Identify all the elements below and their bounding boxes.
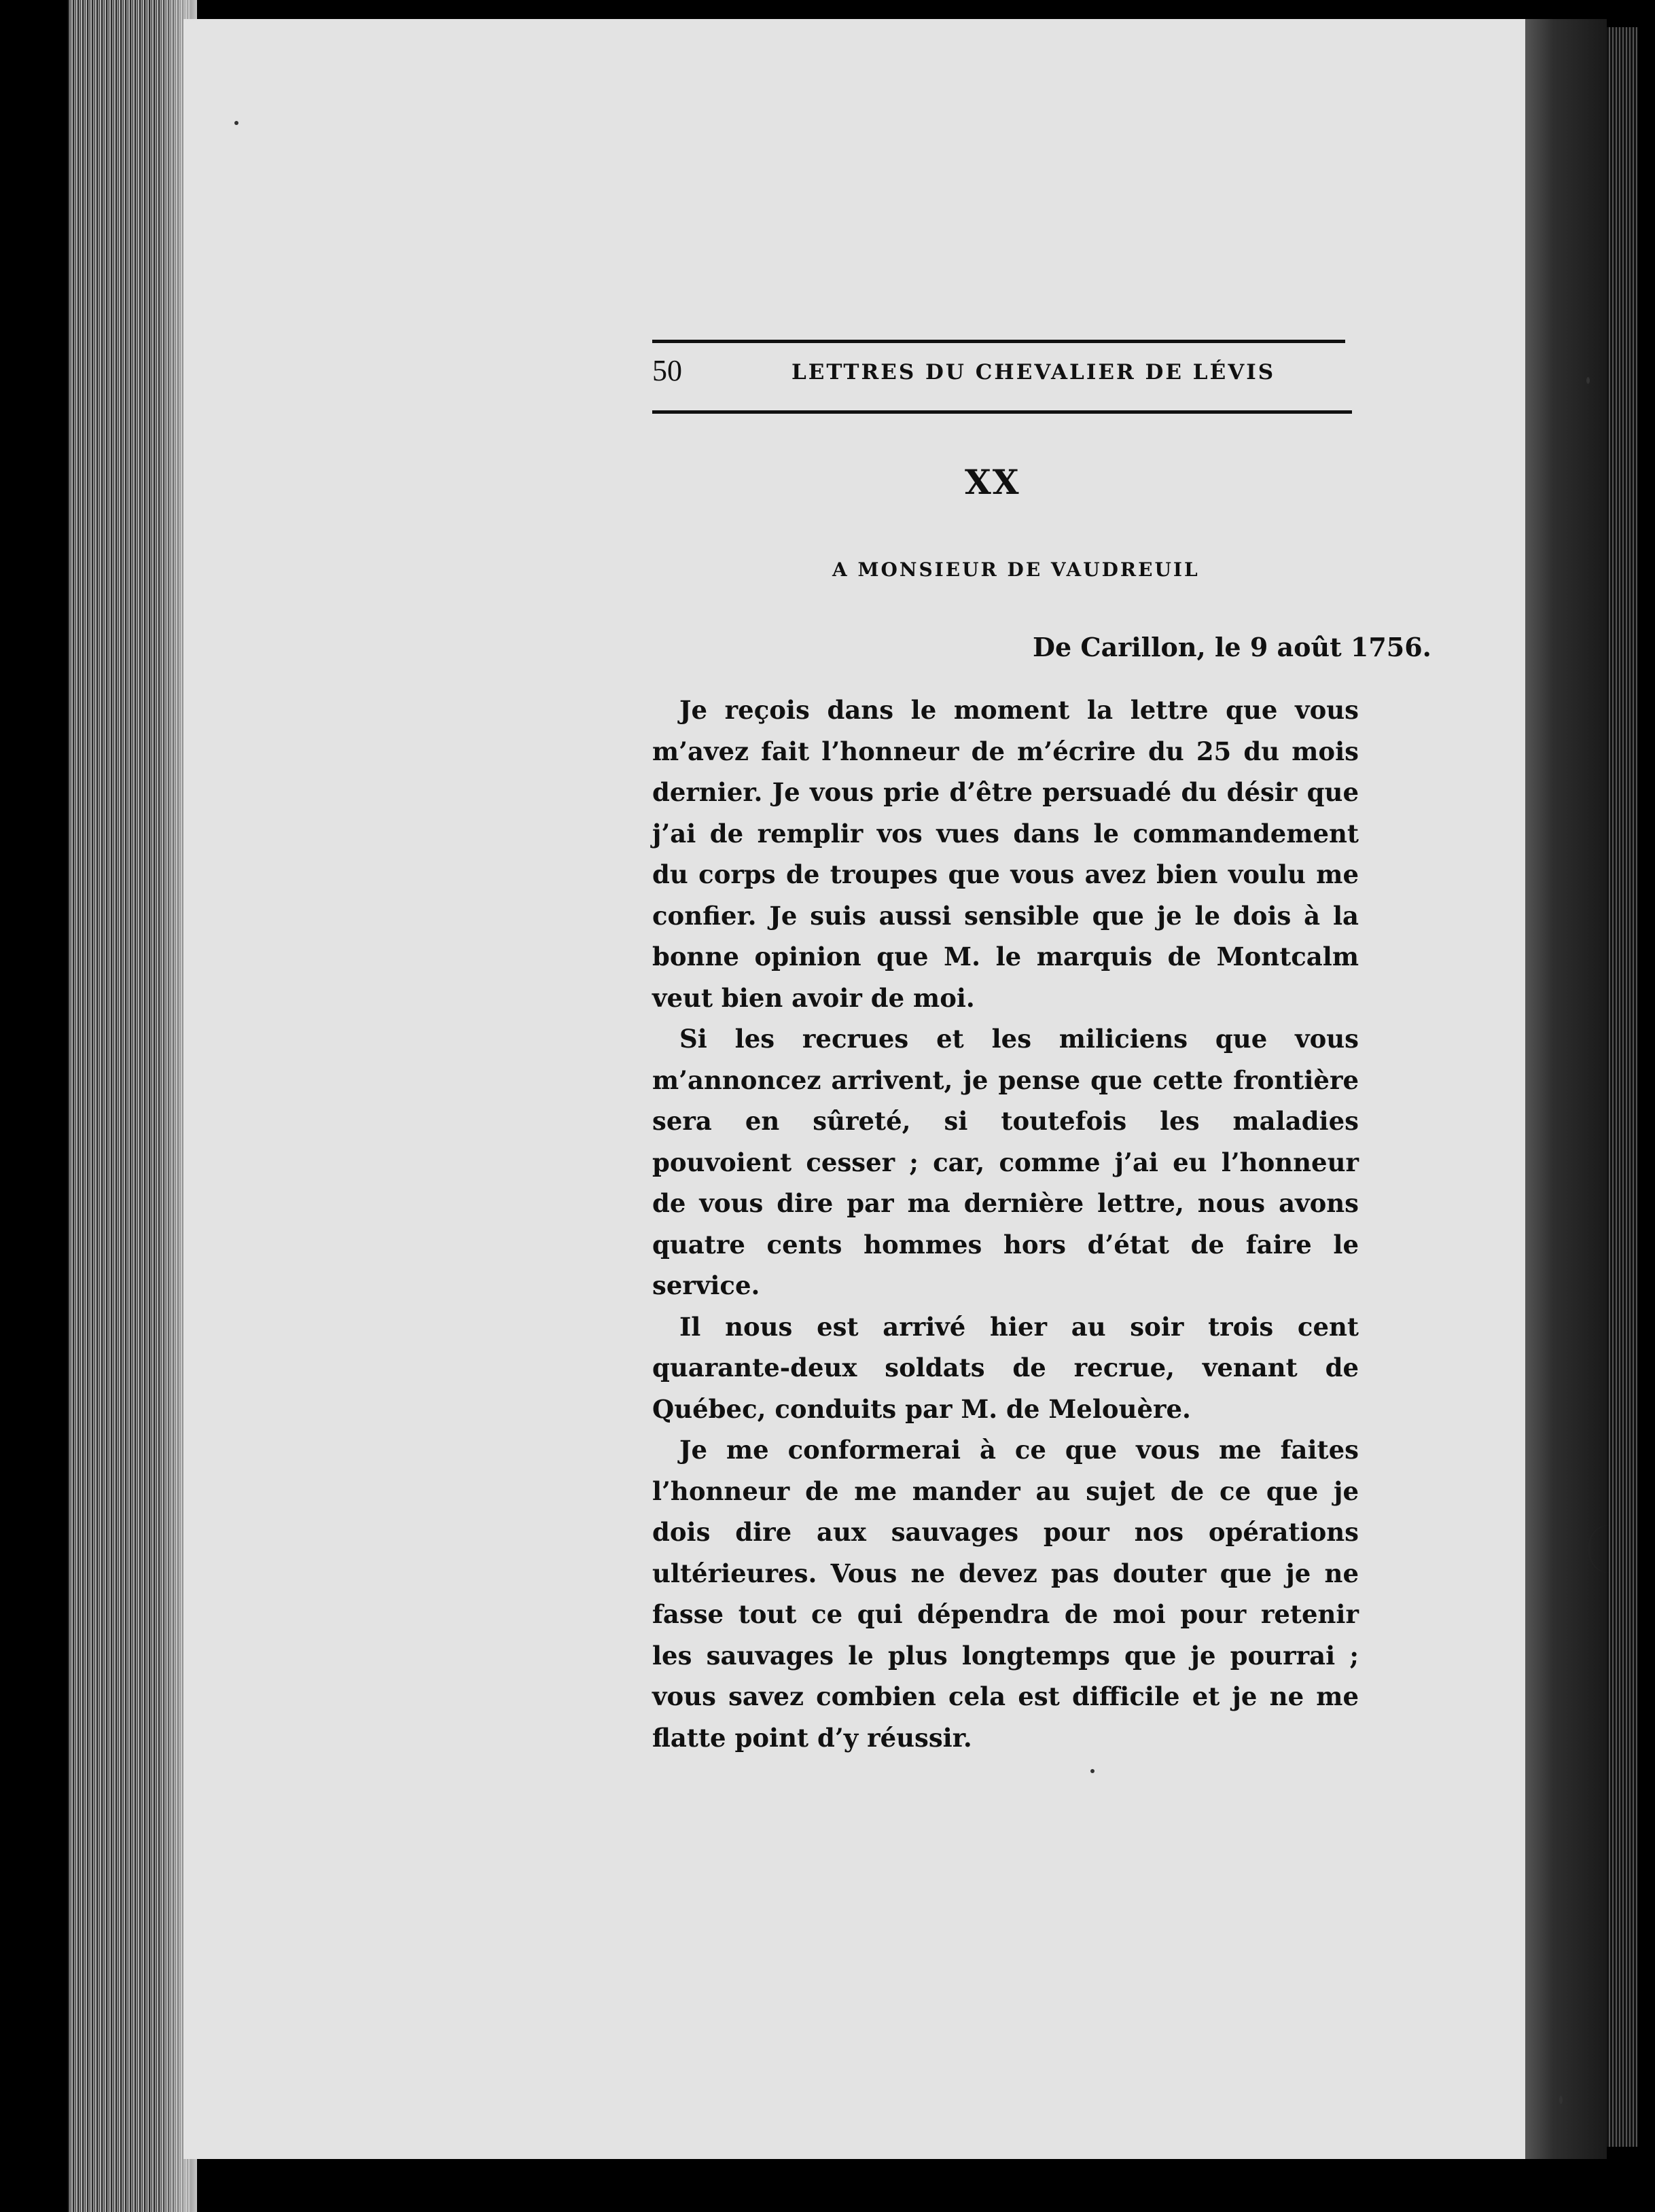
running-head <box>652 353 1345 401</box>
paragraph: Je reçois dans le moment la lettre que vous m’avez fait l’honneur de m’écrire du 25 du mois dernier. Je vous prie d’être persuadé du désir que j’ai de remplir vos vues dans le commandement du corps de troupes que vous avez bien voulu me confier. Je suis aussi sensible que je le dois à la bonne opinion que M. le marquis de Montcalm veut bien avoir de moi. <box>652 695 1359 1013</box>
ink-speck <box>1559 2096 1563 2104</box>
ink-speck <box>1090 1769 1095 1773</box>
paragraph: Je me conformerai à ce que vous me faites l’honneur de me mander au sujet de ce que je dois dire aux sauvages pour nos opérations ultérieures. Vous ne devez pas douter que je ne fasse tout ce qui dépendra de moi pour retenir les sauvages le plus longtemps que je pourrai ; vous savez combien cela est difficile et je ne me flatte point d’y réussir. <box>652 1435 1359 1753</box>
letter-recipient: A MONSIEUR DE VAUDREUIL <box>832 558 1200 581</box>
letter-dateline: De Carillon, le 9 août 1756. <box>1033 632 1431 662</box>
ink-speck <box>234 121 238 125</box>
binding-edge <box>1607 27 1637 2147</box>
book-title: LETTRES DU CHEVALIER DE LÉVIS <box>791 360 1276 385</box>
paragraph: Si les recrues et les miliciens que vous m’annoncez arrivent, je pense que cette frontière sera en sûreté, si toutefois les maladies pouvoient cesser ; car, comme j’ai eu l’honneur de vous dire par ma dernière lettre, nous avons quatre cents hommes hors d’état de faire le service. <box>652 1024 1359 1300</box>
ink-speck <box>1586 377 1590 384</box>
header-rule-top <box>652 340 1345 343</box>
header-rule-bottom <box>652 410 1352 414</box>
paragraph: Il nous est arrivé hier au soir trois cent quarante-deux soldats de recrue, venant de Québec, conduits par M. de Melouère. <box>652 1311 1359 1424</box>
letter-number: XX <box>965 462 1020 502</box>
page-number: 50 <box>652 354 682 387</box>
binding-shadow <box>1525 19 1607 2159</box>
letter-body <box>652 690 1359 1758</box>
